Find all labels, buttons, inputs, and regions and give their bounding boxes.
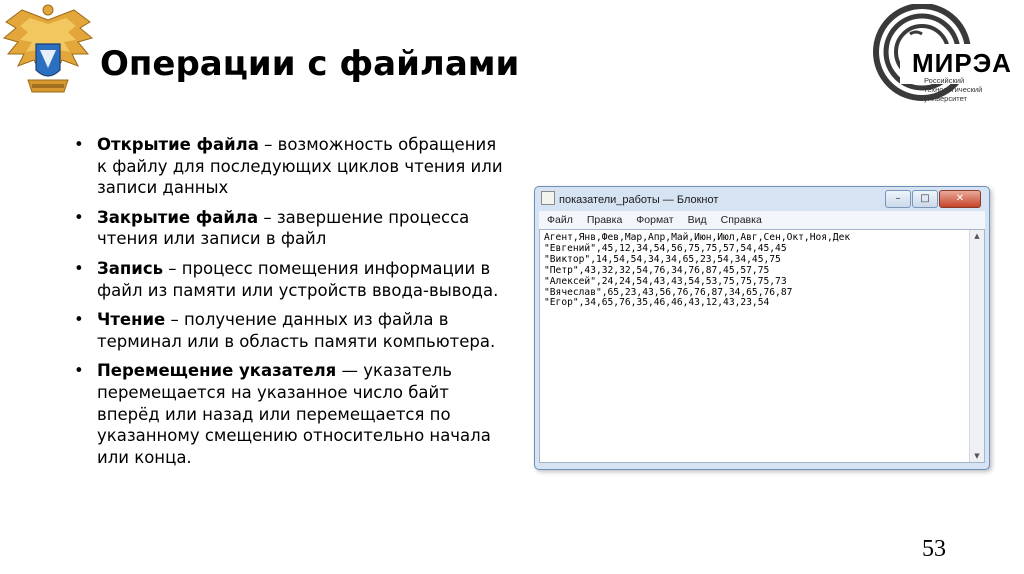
window-titlebar[interactable] (541, 191, 983, 209)
page-number: 53 (922, 536, 946, 562)
list-item: • Закрытие файла – завершение процесса чтения или записи в файл (74, 207, 510, 250)
logo-subtitle: Российский технологический университет (924, 76, 983, 103)
scroll-up-icon[interactable]: ▲ (974, 232, 980, 240)
operations-list (74, 134, 510, 476)
term-seek: Перемещение указателя (97, 361, 337, 381)
ministry-emblem-icon (2, 2, 94, 100)
text-editor[interactable] (539, 229, 985, 463)
close-button[interactable]: ✕ (939, 190, 981, 208)
minimize-button[interactable]: – (885, 190, 911, 208)
term-write: Запись (97, 258, 164, 278)
notepad-window (534, 186, 990, 470)
logo-wordmark: МИРЭА (912, 48, 1012, 78)
scroll-down-icon[interactable]: ▼ (974, 452, 980, 460)
menu-edit[interactable]: Правка (586, 214, 623, 226)
vertical-scrollbar[interactable] (969, 230, 984, 462)
term-open: Открытие файла (97, 135, 259, 154)
menu-view[interactable]: Вид (687, 214, 707, 226)
menu-help[interactable]: Справка (720, 214, 762, 226)
term-close: Закрытие файла (97, 207, 259, 227)
list-item: • Перемещение указателя — указатель перемещается на указанное число байт вперёд или назад или перемещается по указанному смещению относительно начала или конца. (74, 360, 510, 468)
menu-bar (539, 211, 985, 229)
slide-title: Операции с файлами (100, 44, 520, 84)
notepad-icon (541, 191, 555, 205)
menu-format[interactable]: Формат (636, 214, 674, 226)
list-item: • Запись – процесс помещения информации в файл из памяти или устройств ввода-вывода. (74, 258, 510, 301)
editor-content[interactable]: Агент,Янв,Фев,Мар,Апр,Май,Июн,Июл,Авг,Сен,Окт,Ноя,Дек "Евгений",45,12,34,54,56,75,75,57,54,45,45 "Виктор",14,54,54,34,34,65,23,54,34,45,75 "Петр",43,32,32,54,76,34,76,87,45,57,75 "Алексей",24,24,54,43,43,54,53,75,75,75,73 "Вячеслав",65,23,43,56,76,76,87,34,65,76,87 "Егор",34,65,76,35,46,46,43,12,43,23,54 (544, 232, 851, 309)
maximize-button[interactable]: □ (912, 190, 938, 208)
menu-file[interactable]: Файл (547, 214, 573, 226)
window-title: показатели_работы — Блокнот (559, 194, 719, 206)
list-item: • Открытие файла – возможность обращения к файлу для последующих циклов чтения или записи данных (74, 134, 510, 199)
term-read: Чтение (97, 310, 166, 330)
list-item: • Чтение – получение данных из файла в терминал или в область памяти компьютера. (74, 309, 510, 352)
